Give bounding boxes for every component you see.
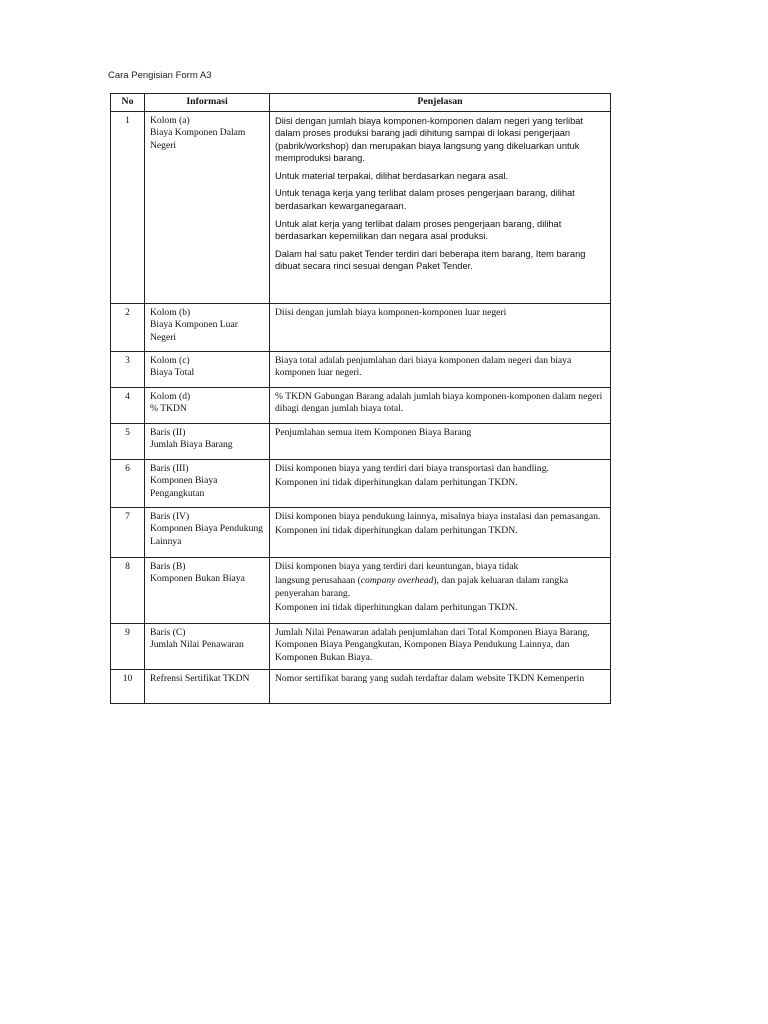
row-explanation <box>270 623 611 669</box>
info-line: Komponen Biaya Pendukung Lainnya <box>150 523 263 547</box>
explanation-paragraph: Komponen ini tidak diperhitungkan dalam perhitungan TKDN. <box>275 525 518 537</box>
info-line: Biaya Total <box>150 367 195 379</box>
explanation-paragraph: Diisi komponen biaya pendukung lainnya, misalnya biaya instalasi dan pemasangan. <box>275 510 601 522</box>
info-line: % TKDN <box>150 403 187 415</box>
table-row <box>111 623 611 669</box>
explanation-paragraph <box>275 575 605 600</box>
info-line: Baris (C) <box>150 626 186 638</box>
row-number: 2 <box>111 303 145 351</box>
row-explanation <box>270 387 611 423</box>
explanation-paragraph: Untuk tenaga kerja yang terlibat dalam proses pengerjaan barang, dilihat berdasarkan kewarganegaraan. <box>275 188 575 212</box>
table-row <box>111 423 611 459</box>
explanation-paragraph: % TKDN Gabungan Barang adalah jumlah biaya komponen-komponen dalam negeri dibagi dengan jumlah biaya total. <box>275 390 603 415</box>
row-explanation <box>270 669 611 703</box>
row-explanation <box>270 557 611 623</box>
info-line: Baris (III) <box>150 462 189 474</box>
info-line: Komponen Biaya Pengangkutan <box>150 475 218 499</box>
header-no: No <box>111 94 145 112</box>
table-row <box>111 507 611 557</box>
table-row <box>111 351 611 387</box>
info-line: Jumlah Nilai Penawaran <box>150 639 244 651</box>
explanation-paragraph: Jumlah Nilai Penawaran adalah penjumlahan dari Total Komponen Biaya Barang, Komponen Biaya Pengangkutan, Komponen Biaya Pendukung Lainnya, dan Komponen Bukan Biaya. <box>275 626 590 663</box>
row-number: 3 <box>111 351 145 387</box>
info-line: Kolom (a) <box>150 114 190 126</box>
info-line: Biaya Komponen Dalam Negeri <box>150 127 246 151</box>
table-header-row <box>111 94 611 112</box>
row-number: 1 <box>111 111 145 303</box>
info-line: Kolom (c) <box>150 354 190 366</box>
explanation-paragraph: Komponen ini tidak diperhitungkan dalam perhitungan TKDN. <box>275 602 518 614</box>
info-line: Baris (II) <box>150 426 186 438</box>
row-information <box>145 557 270 623</box>
info-line: Kolom (d) <box>150 390 191 402</box>
explanation-paragraph: Untuk alat kerja yang terlibat dalam proses pengerjaan barang, dilihat berdasarkan kepemilikan dan negara asal produksi. <box>275 218 562 242</box>
text-run: langsung perusahaan ( <box>275 575 361 587</box>
header-informasi: Informasi <box>145 94 270 112</box>
row-number: 7 <box>111 507 145 557</box>
row-information <box>145 423 270 459</box>
row-explanation <box>270 507 611 557</box>
instruction-table <box>110 93 611 704</box>
info-line: Komponen Bukan Biaya <box>150 573 245 585</box>
table-row <box>111 669 611 703</box>
header-penjelasan: Penjelasan <box>270 94 611 112</box>
info-line: Baris (B) <box>150 560 186 572</box>
row-information <box>145 111 270 303</box>
explanation-paragraph: Diisi dengan jumlah biaya komponen-komponen luar negeri <box>275 306 507 318</box>
text-run: ), dan pajak keluaran dalam rangka penyerahan barang. <box>275 575 569 599</box>
row-number: 5 <box>111 423 145 459</box>
row-information <box>145 303 270 351</box>
italic-term: company overhead <box>360 575 434 587</box>
explanation-paragraph: Untuk material terpakai, dilihat berdasarkan negara asal. <box>275 170 509 181</box>
row-number: 8 <box>111 557 145 623</box>
table-row <box>111 459 611 507</box>
explanation-paragraph: Dalam hal satu paket Tender terdiri dari beberapa item barang, Item barang dibuat secara rinci sesuai dengan Paket Tender. <box>275 248 586 272</box>
table-row <box>111 557 611 623</box>
row-information <box>145 623 270 669</box>
info-line: Jumlah Biaya Barang <box>150 439 233 451</box>
info-line: Baris (IV) <box>150 510 190 522</box>
explanation-paragraph: Nomor sertifikat barang yang sudah terdaftar dalam website TKDN Kemenperin <box>275 672 585 684</box>
table-row <box>111 111 611 303</box>
row-information <box>145 351 270 387</box>
row-explanation <box>270 351 611 387</box>
row-information <box>145 507 270 557</box>
row-explanation <box>270 111 611 303</box>
row-explanation <box>270 459 611 507</box>
explanation-paragraph: Diisi komponen biaya yang terdiri dari keuntungan, biaya tidak <box>275 560 519 572</box>
explanation-paragraph: Diisi dengan jumlah biaya komponen-komponen dalam negeri yang terlibat dalam proses produksi barang jadi dihitung sampai di lokasi pengerjaan (pabrik/workshop) dan merupakan biaya langsung yang dikeluarkan untuk memproduksi barang. <box>275 115 584 164</box>
row-number: 4 <box>111 387 145 423</box>
form-caption: Cara Pengisian Form A3 <box>108 70 212 81</box>
row-information <box>145 387 270 423</box>
table-row <box>111 387 611 423</box>
info-line: Refrensi Sertifikat TKDN <box>150 672 250 684</box>
explanation-paragraph: Diisi komponen biaya yang terdiri dari biaya transportasi dan handling. <box>275 462 549 474</box>
info-line: Biaya Komponen Luar Negeri <box>150 319 238 343</box>
table-row <box>111 303 611 351</box>
info-line: Kolom (b) <box>150 306 191 318</box>
row-number: 10 <box>111 669 145 703</box>
row-explanation <box>270 303 611 351</box>
row-information <box>145 459 270 507</box>
row-information <box>145 669 270 703</box>
row-explanation <box>270 423 611 459</box>
explanation-paragraph: Biaya total adalah penjumlahan dari biaya komponen dalam negeri dan biaya komponen luar negeri. <box>275 354 572 379</box>
row-number: 6 <box>111 459 145 507</box>
explanation-paragraph: Penjumlahan semua item Komponen Biaya Barang <box>275 426 472 438</box>
explanation-paragraph: Komponen ini tidak diperhitungkan dalam perhitungan TKDN. <box>275 477 518 489</box>
row-number: 9 <box>111 623 145 669</box>
